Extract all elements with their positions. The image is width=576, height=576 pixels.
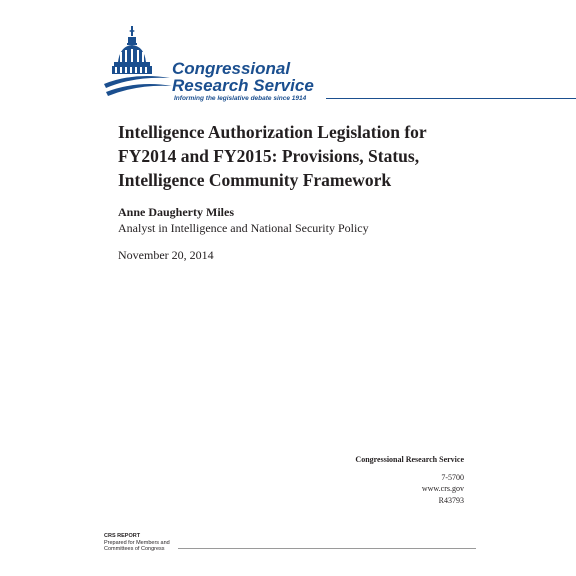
footer-line2: Committees of Congress [104, 546, 165, 552]
crs-report-footer [104, 533, 170, 553]
report-date: November 20, 2014 [118, 248, 214, 262]
info-org: Congressional Research Service [355, 455, 464, 464]
report-title [118, 120, 498, 192]
footer-label: CRS REPORT [104, 533, 141, 539]
title-line: FY2014 and FY2015: Provisions, Status, [118, 146, 420, 166]
crs-logo [104, 22, 484, 102]
footer-rule [178, 548, 476, 549]
author-role: Analyst in Intelligence and National Security Policy [118, 221, 369, 235]
logo-title-line1: Congressional [172, 59, 291, 78]
footer-line1: Prepared for Members and [104, 539, 170, 546]
capitol-dome-icon [104, 22, 172, 98]
logo-tagline: Informing the legislative debate since 1914 [174, 95, 307, 102]
report-info-block [355, 454, 464, 506]
author-name: Anne Daugherty Miles [118, 205, 234, 219]
title-line: Intelligence Community Framework [118, 170, 392, 190]
info-report-number: R43793 [438, 495, 464, 505]
title-line: Intelligence Authorization Legislation for [118, 122, 427, 142]
logo-title-line2: Research Service [172, 76, 314, 95]
info-website: www.crs.gov [421, 484, 464, 493]
info-phone: 7-5700 [441, 472, 464, 482]
tagline-rule [326, 98, 576, 99]
